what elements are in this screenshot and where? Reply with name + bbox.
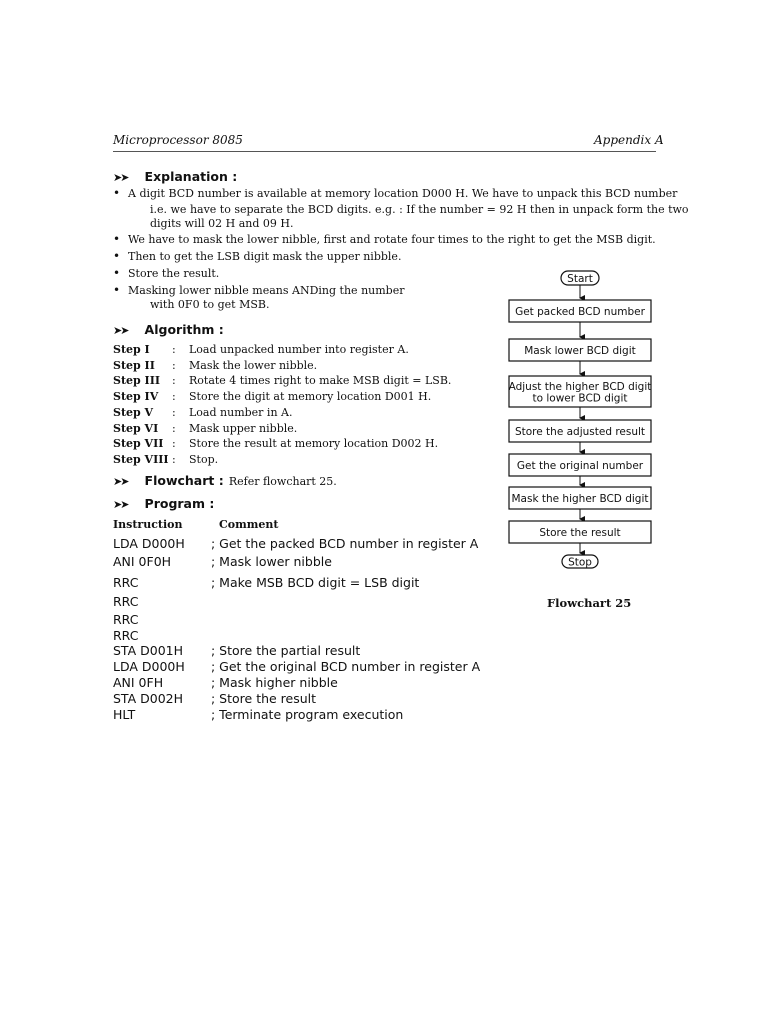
step-separator: :	[172, 343, 176, 356]
step-label: Step I	[113, 343, 150, 356]
explanation-line: digits will 02 H and 09 H.	[150, 217, 294, 230]
bullet-icon: •	[113, 186, 121, 200]
step-label: Step II	[113, 359, 155, 372]
program-instruction: ANI 0FH	[113, 675, 164, 690]
program-instruction: STA D001H	[113, 643, 184, 658]
explanation-line: i.e. we have to separate the BCD digits. e.g. : If the number = 92 H then in unpack form the two	[150, 203, 689, 216]
explanation-line: Store the result.	[128, 267, 220, 280]
explanation-title: Explanation :	[144, 169, 238, 184]
step-label: Step V	[113, 406, 154, 419]
program-comment: ; Get the packed BCD number in register A	[211, 536, 479, 551]
double-arrow-icon: ➤➤	[113, 475, 128, 488]
header-rule	[113, 151, 656, 152]
program-instruction: HLT	[113, 707, 136, 722]
explanation-line: A digit BCD number is available at memory location D000 H. We have to unpack this BCD number	[128, 187, 678, 200]
program-heading	[113, 493, 214, 512]
process-box-label: Get the original number	[516, 460, 644, 472]
program-comment: ; Mask higher nibble	[211, 675, 338, 690]
step-separator: :	[172, 359, 176, 372]
start-label: Start	[567, 273, 593, 285]
step-text: Mask the lower nibble.	[189, 359, 318, 372]
program-instruction: STA D002H	[113, 691, 184, 706]
step-label: Step IV	[113, 390, 159, 403]
step-separator: :	[172, 453, 176, 466]
step-text: Store the result at memory location D002 H.	[189, 437, 439, 450]
explanation-heading	[113, 166, 237, 185]
program-comment: ; Store the result	[211, 691, 317, 706]
step-separator: :	[172, 422, 176, 435]
algorithm-heading	[113, 319, 224, 338]
program-comment: ; Store the partial result	[211, 643, 361, 658]
process-box-label: to lower BCD digit	[532, 392, 628, 405]
running-header-appendix: Appendix A	[594, 133, 664, 147]
step-separator: :	[172, 406, 176, 419]
process-box-label: Adjust the higher BCD digit	[508, 380, 652, 393]
step-label: Step VII	[113, 437, 164, 450]
stop-label: Stop	[568, 556, 592, 569]
step-text: Load number in A.	[189, 406, 293, 419]
process-box-label: Mask lower BCD digit	[524, 345, 636, 357]
process-box-label: Mask the higher BCD digit	[511, 493, 649, 505]
program-instruction: RRC	[113, 628, 139, 643]
step-separator: :	[172, 390, 176, 403]
program-comment: ; Mask lower nibble	[211, 554, 332, 569]
bullet-icon: •	[113, 249, 121, 263]
program-instruction: RRC	[113, 594, 139, 609]
program-comment: ; Terminate program execution	[211, 707, 404, 722]
running-header-title: Microprocessor 8085	[113, 133, 243, 147]
explanation-line: Then to get the LSB digit mask the upper nibble.	[128, 250, 402, 263]
step-text: Mask upper nibble.	[189, 422, 298, 435]
step-separator: :	[172, 374, 176, 387]
bullet-icon: •	[113, 266, 121, 280]
program-comment: ; Get the original BCD number in register A	[211, 659, 481, 674]
process-box-label: Store the adjusted result	[514, 426, 646, 438]
bullet-icon: •	[113, 283, 121, 297]
double-arrow-icon: ➤➤	[113, 498, 128, 511]
flowchart-ref-heading	[113, 470, 337, 489]
column-header-comment: Comment	[219, 518, 279, 531]
program-instruction: LDA D000H	[113, 659, 185, 674]
step-text: Load unpacked number into register A.	[189, 343, 409, 356]
column-header-instruction: Instruction	[113, 518, 183, 531]
program-instruction: RRC	[113, 612, 139, 627]
flowchart-caption: Flowchart 25	[547, 596, 632, 610]
explanation-line: with 0F0 to get MSB.	[150, 298, 270, 311]
explanation-line: We have to mask the lower nibble, first and rotate four times to the right to get the MSB digit.	[128, 233, 656, 246]
explanation-line: Masking lower nibble means ANDing the number	[128, 284, 405, 297]
program-instruction: LDA D000H	[113, 536, 185, 551]
flowchart-diagram	[500, 264, 660, 574]
program-instruction: RRC	[113, 575, 139, 590]
step-text: Store the digit at memory location D001 H.	[189, 390, 432, 403]
step-text: Rotate 4 times right to make MSB digit = LSB.	[189, 374, 452, 387]
double-arrow-icon: ➤➤	[113, 324, 128, 337]
algorithm-title: Algorithm :	[144, 322, 224, 337]
step-label: Step VIII	[113, 453, 169, 466]
flowchart-ref-text: Refer flowchart 25.	[228, 475, 337, 488]
step-label: Step III	[113, 374, 160, 387]
program-comment: ; Make MSB BCD digit = LSB digit	[211, 575, 420, 590]
process-box-label: Store the result	[539, 527, 621, 539]
double-arrow-icon: ➤➤	[113, 171, 128, 184]
program-instruction: ANI 0F0H	[113, 554, 172, 569]
process-box-label: Get packed BCD number	[515, 306, 645, 318]
step-label: Step VI	[113, 422, 159, 435]
flowchart-ref-title: Flowchart :	[144, 473, 224, 488]
bullet-icon: •	[113, 232, 121, 246]
step-text: Stop.	[189, 453, 219, 466]
step-separator: :	[172, 437, 176, 450]
program-title: Program :	[144, 496, 215, 511]
